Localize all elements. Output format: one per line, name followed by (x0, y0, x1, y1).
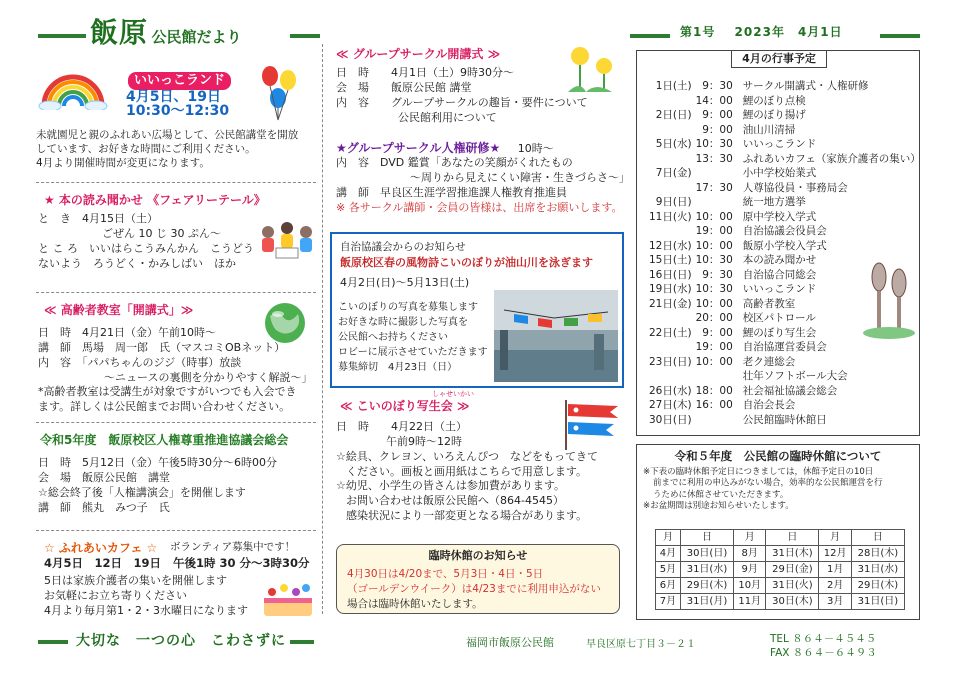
schedule-time (694, 166, 741, 181)
closed-month: 3月 (819, 594, 851, 610)
closed-days-box (636, 444, 920, 620)
koinobori-news-period: 4月2日(日)～5月13日(土) (340, 276, 470, 289)
schedule-event: 本の読み聞かせ (742, 254, 817, 267)
closed-days-title: 令和５年度 公民館の臨時休館について (674, 449, 882, 463)
closed-date: 30日(木) (766, 594, 819, 610)
schedule-event: 小中学校始業式 (742, 167, 817, 180)
schedule-event: 自治協運営委員会 (742, 341, 827, 354)
schedule-event: 壮年ソフトボール大会 (742, 370, 848, 383)
schedule-time: 9：00 (702, 326, 733, 339)
closed-days-head-cell: 月 (819, 530, 851, 546)
schedule-day: 5日(水) (655, 138, 692, 151)
schedule-time: 10：30 (695, 138, 733, 151)
cafe-body: 5日は家族介護者の集いを開催します お気軽にお立ち寄りください 4月より毎月第1・2・3水曜日になります (44, 574, 248, 617)
schedule-day: 12日(水) (649, 239, 692, 252)
schedule-event: 鯉のぼり揚げ (742, 109, 806, 122)
cafe-volunteer: ボランティア募集中です！ (170, 541, 296, 553)
koinobori-draw-body: 日 時 4月22日（土） 午前9時～12時 ☆絵具、クレヨン、いろえんぴつ などをもってきて ください。画板と画用紙はこちらで用意します。 ☆幼児、小学生の皆さんは参加費があります。 お問い合わせは飯原公民館へ（864-4545） 感染状況により一部変更となる場合があります。 (336, 420, 598, 523)
schedule-day: 19日(水) (649, 283, 692, 296)
header-end-bar (880, 34, 920, 38)
divider (36, 292, 316, 293)
schedule-day: 1日(土) (655, 80, 692, 93)
closed-date: 29日(木) (680, 578, 733, 594)
schedule-day: 11日(火) (649, 210, 692, 223)
header-mid-bar (290, 34, 320, 38)
footer-address: 早良区原七丁目３－２１ (586, 639, 696, 650)
divider (36, 422, 316, 423)
closed-days-head-cell: 月 (734, 530, 766, 546)
schedule-row (647, 239, 923, 254)
schedule-event: 自治協合同総会 (742, 268, 817, 281)
footer-fax: FAX ８６４－６４９３ (770, 647, 877, 660)
schedule-time: 9：30 (702, 80, 733, 93)
closed-date: 29日(木) (851, 578, 904, 594)
schedule-day: 2日(日) (655, 109, 692, 122)
cafe-schedule: 4月5日 12日 19日 午後1時 30 分～3時30分 (44, 556, 310, 570)
closed-date: 31日(木) (766, 546, 819, 562)
schedule-event: 鯉のぼり写生会 (742, 326, 817, 339)
schedule-day: 16日(日) (649, 268, 692, 281)
council-title: 令和5年度 飯原校区人権尊重推進協議会総会 (40, 433, 289, 447)
schedule-day (647, 340, 694, 355)
closure-notice-body: 4月30日は4/20まで、5月3日・4日・5日 （ゴールデンウイーク）は4/23までに利用申込がない 場合は臨時休館いたします。 (347, 568, 601, 611)
koinobori-news-head: 自治協議会からのお知らせ (340, 241, 466, 253)
closed-days-row (656, 546, 905, 562)
schedule-time: 10：00 (695, 210, 733, 223)
schedule-time: 9：00 (702, 123, 733, 136)
rainbow-icon (38, 62, 108, 110)
schedule-day: 21日(金) (649, 297, 692, 310)
schedule-row (647, 398, 923, 413)
schedule-event: 老ク連総会 (742, 355, 796, 368)
schedule-row (647, 94, 923, 109)
closed-date: 28日(木) (851, 546, 904, 562)
schedule-title: 4月の行事予定 (731, 50, 827, 68)
header-right-bar (630, 34, 670, 38)
closed-date: 31日(日) (851, 594, 904, 610)
divider (36, 182, 316, 183)
closed-month: 12月 (819, 546, 851, 562)
schedule-event: 社会福祉協議会総会 (742, 384, 838, 397)
closed-month: 6月 (656, 578, 681, 594)
schedule-time: 10：00 (695, 297, 733, 310)
iikko-desc: 未就園児と親のふれあい広場として、公民館講堂を開放 しています、お好きな時間にご利用ください。 4月より開催時間が変更になります。 (36, 129, 299, 170)
schedule-event: 人尊協役員・事務局会 (742, 181, 848, 194)
schedule-day: 22日(土) (649, 326, 692, 339)
group-open-body: 日 時 4月1日（土）9時30分～ 会 場 飯原公民館 講堂 内 容 グループサークルの趣旨・要件について 公民館利用について (336, 66, 588, 124)
council-body: 日 時 5月12日（金）午後5時30分～6時00分 会 場 飯原公民館 講堂 ☆総会終了後「人権講演会」を開催します 講 師 熊丸 みつ子 氏 (38, 456, 277, 514)
footer-left-bar (38, 640, 68, 644)
schedule-event: いいっこランド (742, 283, 817, 296)
schedule-event: 原中学校入学式 (742, 210, 817, 223)
closed-month: 5月 (656, 562, 681, 578)
group-rights-body: 内 容 DVD 鑑賞「あなたの笑顔がくれたもの ～周りから見えにくい障害・生きづらさ～」 講 師 早良区生涯学習推進課人権教育推進員 ※ 各サークル講師・会員の皆様は、出席をお願いします。 (336, 156, 630, 214)
schedule-time: 19：00 (695, 225, 733, 238)
group-rights-time: 10時～ (517, 142, 554, 155)
iikko-time: 10:30～12:30 (126, 103, 230, 119)
closed-month: 1月 (819, 562, 851, 578)
closed-date: 31日(月) (680, 594, 733, 610)
schedule-event: 統一地方選挙 (742, 196, 806, 209)
issue-line (680, 24, 843, 40)
masthead (90, 14, 242, 52)
schedule-day (647, 123, 694, 138)
schedule-row (647, 369, 923, 384)
footer-motto: 大切な 一つの心 こわさずに (76, 633, 286, 649)
schedule-time: 10：30 (695, 254, 733, 267)
schedule-day (647, 369, 694, 384)
cake-icon (258, 572, 318, 620)
schedule-event: いいっこランド (742, 138, 817, 151)
schedule-day (647, 311, 694, 326)
issue-date: 2023年 4月1日 (734, 25, 843, 39)
closed-days-head-cell: 日 (766, 530, 819, 546)
schedule-time: 18：00 (695, 384, 733, 397)
column-separator (322, 44, 323, 614)
schedule-event: 校区パトロール (742, 312, 816, 325)
issue-number: 第1号 (680, 25, 716, 39)
footer-org: 福岡市飯原公民館 (466, 636, 554, 649)
closure-notice-box (336, 544, 620, 614)
closed-month: 9月 (734, 562, 766, 578)
footer-tel: TEL ８６４－４５４５ (770, 633, 877, 645)
schedule-event: 油山川清掃 (742, 123, 796, 136)
schedule-row (647, 340, 923, 355)
footer-contact (770, 632, 877, 660)
reading-body: と き 4月15日（土） ごぜん 10 じ 30 ぷん～ と こ ろ いいはらこうみんかん こうどう ないよう ろうどく・かみしばい ほか (38, 212, 254, 270)
schedule-time: 17：30 (695, 181, 733, 194)
schedule-row (647, 123, 923, 138)
schedule-row (647, 181, 923, 196)
schedule-day: 9日(日) (655, 196, 692, 209)
closure-notice-title: 臨時休館のお知らせ (428, 549, 528, 562)
group-rights-title: ★グループサークル人権研修★ (336, 141, 501, 155)
schedule-time: 19：00 (695, 341, 733, 354)
closed-month: 7月 (656, 594, 681, 610)
schedule-row (647, 166, 923, 181)
schedule-time: 14：00 (695, 94, 733, 107)
schedule-event: 自治協議会役員会 (742, 225, 827, 238)
schedule-row (647, 152, 923, 167)
closed-days-row (656, 578, 905, 594)
schedule-day: 27日(木) (649, 399, 692, 412)
page-subtitle: 公民館だより (151, 28, 242, 46)
iikko-dates: 4月5日、19日 (126, 89, 221, 105)
schedule-day (647, 181, 694, 196)
schedule-time: 20：00 (695, 312, 733, 325)
schedule-day (647, 94, 694, 109)
koinobori-news-title: 飯原校区春の風物詩こいのぼりが油山川を泳ぎます (340, 256, 593, 269)
schedule-table (647, 79, 923, 427)
schedule-time: 10：00 (695, 239, 733, 252)
senior-title: ≪ 高齢者教室「開講式」≫ (44, 303, 194, 317)
schedule-row (647, 137, 923, 152)
schedule-time: 10：30 (695, 283, 733, 296)
closed-date: 31日(水) (680, 562, 733, 578)
closed-month: 4月 (656, 546, 681, 562)
header-left-bar (38, 34, 86, 38)
schedule-event: 自治会長会 (742, 399, 796, 412)
tsukushi-icon (861, 261, 917, 341)
schedule-row (647, 355, 923, 370)
closed-month: 10月 (734, 578, 766, 594)
schedule-box (636, 50, 920, 436)
schedule-row (647, 224, 923, 239)
closed-days-header (656, 530, 905, 546)
closed-date: 31日(火) (766, 578, 819, 594)
schedule-day (647, 224, 694, 239)
senior-body: 日 時 4月21日（金）午前10時～ 講 師 馬場 周一郎 氏（マスコミOBネット） 内 容 「パパちゃんのジジ（時事）放談 ～ニュースの裏側を分かりやすく解説～」 *高齢者教室は受講生が対象ですがいつでも入会でき ます。詳しくは公民館までお問い合わせください。 (38, 326, 313, 414)
closed-days-notes: ※下表の臨時休館予定日につきましては，休館予定日の10日 前までに利用の申込みがない場合，効率的な公民館運営を行 うために休館させていただきます。 ※お盆期間は別途お知らせいたします。 (643, 467, 883, 512)
schedule-row (647, 384, 923, 399)
koinobori-draw-title: ≪ こいのぼり写生会 ≫ (340, 399, 470, 413)
schedule-event: ふれあいカフェ（家族介護者の集い） (742, 152, 921, 165)
closed-date: 30日(日) (680, 546, 733, 562)
schedule-day: 26日(水) (649, 384, 692, 397)
schedule-time: 10：00 (695, 355, 733, 368)
schedule-time (694, 195, 741, 210)
group-rights-heading (336, 140, 554, 157)
cafe-title: ☆ ふれあいカフェ ☆ (44, 541, 158, 555)
reading-title: ★ 本の読み聞かせ 《フェアリーテール》 (44, 193, 266, 207)
schedule-row (647, 413, 923, 428)
schedule-day (647, 152, 694, 167)
closed-month: 11月 (734, 594, 766, 610)
schedule-day: 30日(日) (649, 413, 692, 426)
koinobori-news-box (330, 232, 624, 388)
children-reading-icon (258, 218, 316, 262)
divider (36, 530, 316, 531)
footer-mid-bar (290, 640, 314, 644)
closed-days-head-cell: 月 (656, 530, 681, 546)
koinobori-news-body: こいのぼりの写真を募集します お好きな時に撮影した写真を 公民館へお持ちください ロビーに展示させていただきます 募集締切 4月23日（日） (338, 302, 488, 373)
closed-date: 31日(水) (851, 562, 904, 578)
closed-days-row (656, 562, 905, 578)
schedule-event: 公民館臨時休館日 (742, 413, 827, 426)
balloons-icon (258, 62, 302, 122)
closed-days-head-cell: 日 (680, 530, 733, 546)
schedule-day: 23日(日) (649, 355, 692, 368)
schedule-event: 飯原小学校入学式 (742, 239, 827, 252)
page-title: 飯原 (90, 16, 149, 49)
schedule-time (694, 369, 741, 384)
schedule-row (647, 108, 923, 123)
schedule-row (647, 210, 923, 225)
closed-days-table (655, 529, 905, 610)
schedule-row (647, 195, 923, 210)
schedule-event: サークル開講式・人権研修 (742, 80, 869, 93)
schedule-event: 鯉のぼり点検 (742, 94, 806, 107)
schedule-day: 15日(土) (649, 254, 692, 267)
schedule-event: 高齢者教室 (742, 297, 796, 310)
iikko-title: いいっこランド (128, 72, 231, 90)
schedule-time: 16：00 (695, 399, 733, 412)
schedule-row (647, 79, 923, 94)
schedule-day: 7日(金) (655, 167, 692, 180)
closed-date: 29日(金) (766, 562, 819, 578)
closed-month: 2月 (819, 578, 851, 594)
closed-days-row (656, 594, 905, 610)
koinobori-photo (494, 290, 618, 382)
closed-month: 8月 (734, 546, 766, 562)
group-open-title: ≪ グループサークル開講式 ≫ (336, 47, 501, 61)
schedule-time (694, 413, 741, 428)
schedule-time: 9：30 (702, 268, 733, 281)
schedule-time: 13：30 (695, 152, 733, 165)
closed-days-head-cell: 日 (851, 530, 904, 546)
schedule-time: 9：00 (702, 109, 733, 122)
koinobori-draw-ruby: しゃせいかい (432, 390, 474, 398)
